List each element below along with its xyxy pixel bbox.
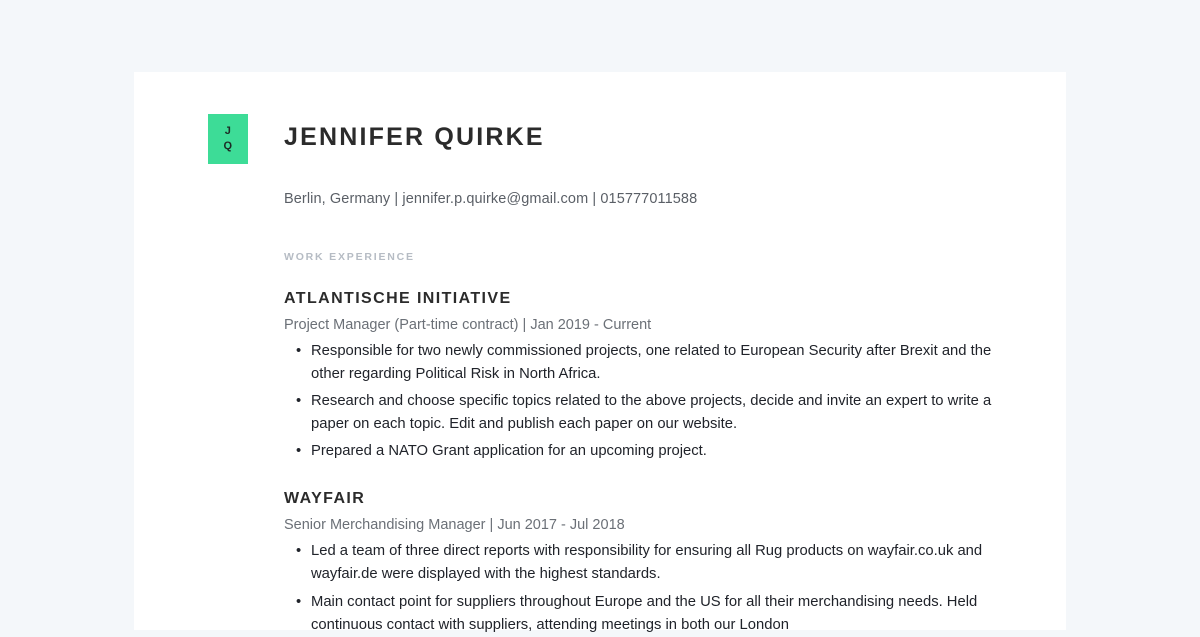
job-bullet-list: [284, 340, 1028, 463]
job-entry: [284, 290, 1028, 463]
resume-header: [208, 114, 1028, 164]
list-item: • Main contact point for suppliers throughout Europe and the US for all their merchandising needs. Held continuous contact with suppliers, attending meetings in both our London: [284, 591, 1028, 637]
contact-line: Berlin, Germany | jennifer.p.quirke@gmail.com | 015777011588: [284, 191, 698, 207]
job-meta: Project Manager (Part-time contract) | Jan 2019 - Current: [284, 317, 652, 333]
job-entry: [284, 490, 1028, 636]
section-heading-work-experience: WORK EXPERIENCE: [284, 251, 415, 263]
monogram-initial-last: Q: [223, 140, 233, 152]
list-item: • Responsible for two newly commissioned projects, one related to European Security after Brexit and the other regarding Political Risk in North Africa.: [284, 340, 1028, 386]
resume-content: [208, 114, 1028, 637]
resume-page: [134, 72, 1066, 633]
job-company: ATLANTISCHE INITIATIVE: [284, 290, 512, 307]
job-meta: Senior Merchandising Manager | Jun 2017 - Jul 2018: [284, 517, 625, 534]
name-block: [284, 114, 545, 152]
job-bullet-list: [284, 540, 1028, 636]
list-item: • Prepared a NATO Grant application for an upcoming project.: [284, 440, 1028, 463]
page-title: JENNIFER QUIRKE: [284, 123, 545, 151]
list-item: • Led a team of three direct reports with responsibility for ensuring all Rug products on wayfair.co.uk and wayfair.de were displayed with the highest standards.: [284, 540, 1028, 586]
monogram-badge: [208, 114, 248, 164]
job-company: WAYFAIR: [284, 490, 366, 508]
list-item: • Research and choose specific topics related to the above projects, decide and invite an expert to write a paper on each topic. Edit and publish each paper on our website.: [284, 390, 1028, 436]
monogram-initial-first: J: [224, 125, 232, 138]
